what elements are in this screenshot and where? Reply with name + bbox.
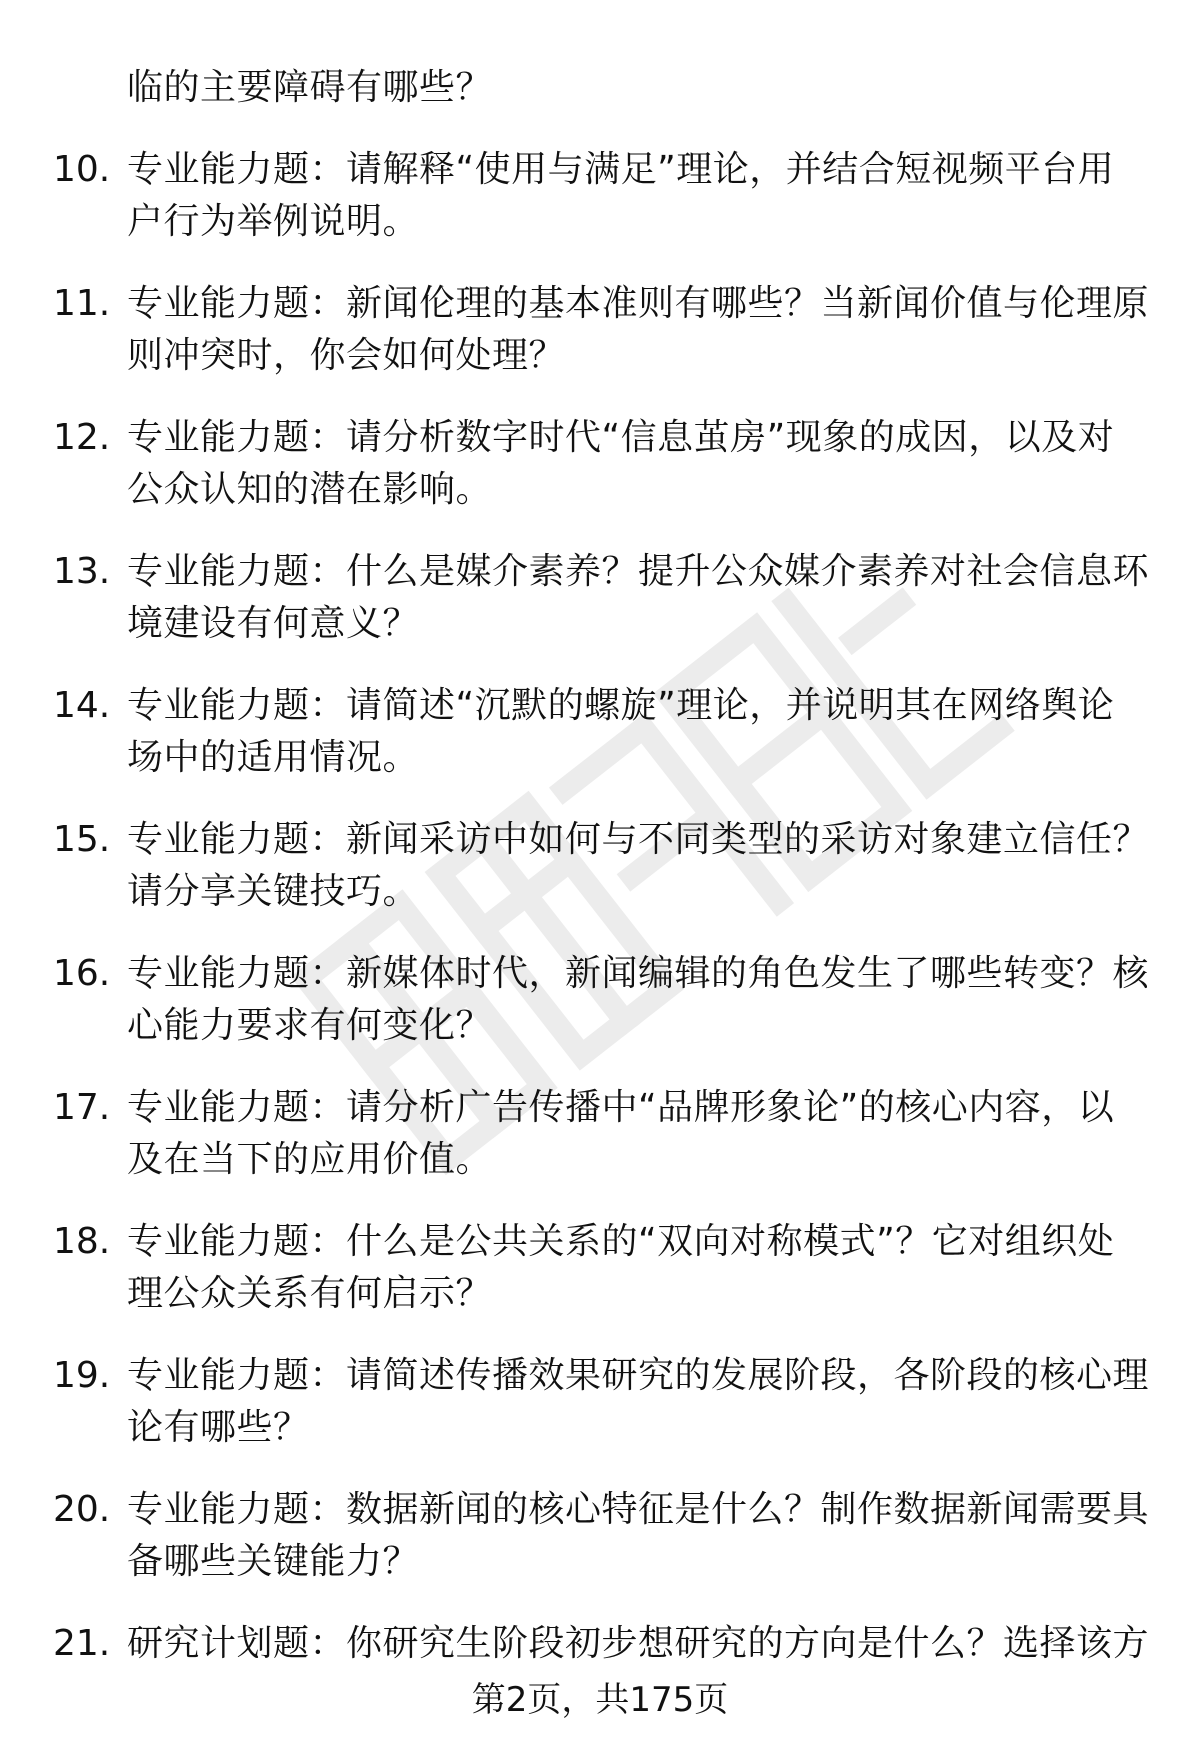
question-text-line: 专业能力题：什么是公共关系的“双向对称模式”？它对组织处 xyxy=(127,1221,1115,1262)
question-text-line: 论有哪些？ xyxy=(127,1407,310,1448)
question-text-line: 及在当下的应用价值。 xyxy=(127,1139,493,1180)
question-item xyxy=(53,948,1200,1052)
question-text-line: 备哪些关键能力？ xyxy=(127,1541,420,1582)
question-item xyxy=(53,144,1200,248)
question-number: 17. xyxy=(53,1087,111,1128)
question-text-line: 心能力要求有何变化？ xyxy=(127,1005,493,1046)
question-number: 12. xyxy=(53,417,111,458)
question-text-line: 专业能力题：新媒体时代，新闻编辑的角色发生了哪些转变？核 xyxy=(127,953,1150,994)
question-number: 14. xyxy=(53,685,111,726)
page-footer: 第2页，共175页 xyxy=(471,1680,729,1720)
question-text-line: 研究计划题：你研究生阶段初步想研究的方向是什么？选择该方 xyxy=(127,1623,1150,1664)
question-text-line: 专业能力题：新闻采访中如何与不同类型的采访对象建立信任？ xyxy=(127,819,1150,860)
question-text-line: 专业能力题：什么是媒介素养？提升公众媒介素养对社会信息环 xyxy=(127,551,1150,592)
question-text-line: 户行为举例说明。 xyxy=(127,201,420,242)
question-text-line: 专业能力题：数据新闻的核心特征是什么？制作数据新闻需要具 xyxy=(127,1489,1150,1530)
question-number: 16. xyxy=(53,953,111,994)
question-item xyxy=(53,1484,1200,1588)
question-number: 11. xyxy=(53,283,111,324)
question-item xyxy=(127,62,1200,114)
question-text-line: 专业能力题：请分析广告传播中“品牌形象论”的核心内容，以 xyxy=(127,1087,1115,1128)
question-item xyxy=(53,814,1200,918)
question-number: 21. xyxy=(53,1623,111,1664)
question-item xyxy=(53,1082,1200,1186)
question-item xyxy=(53,680,1200,784)
question-text-line: 则冲突时，你会如何处理？ xyxy=(127,335,566,376)
question-text-line: 境建设有何意义？ xyxy=(127,603,420,644)
question-item xyxy=(53,278,1200,382)
question-item xyxy=(53,1216,1200,1320)
question-number: 19. xyxy=(53,1355,111,1396)
question-number: 20. xyxy=(53,1489,111,1530)
question-text-line: 请分享关键技巧。 xyxy=(127,871,420,912)
question-text-line: 专业能力题：请简述传播效果研究的发展阶段，各阶段的核心理 xyxy=(127,1355,1150,1396)
question-item xyxy=(53,412,1200,516)
question-number: 15. xyxy=(53,819,111,860)
question-text-line: 场中的适用情况。 xyxy=(127,737,420,778)
question-text-line: 专业能力题：新闻伦理的基本准则有哪些？当新闻价值与伦理原 xyxy=(127,283,1150,324)
question-item xyxy=(53,1350,1200,1454)
question-item xyxy=(53,1618,1200,1670)
question-number: 13. xyxy=(53,551,111,592)
question-text-line: 专业能力题：请分析数字时代“信息茧房”现象的成因，以及对 xyxy=(127,417,1115,458)
question-text-line: 专业能力题：请简述“沉默的螺旋”理论，并说明其在网络舆论 xyxy=(127,685,1115,726)
question-text-line: 临的主要障碍有哪些？ xyxy=(127,67,493,108)
question-text-line: 专业能力题：请解释“使用与满足”理论，并结合短视频平台用 xyxy=(127,149,1115,190)
question-text-line: 公众认知的潜在影响。 xyxy=(127,469,493,510)
question-text-line: 理公众关系有何启示？ xyxy=(127,1273,493,1314)
question-item xyxy=(53,546,1200,650)
question-number: 18. xyxy=(53,1221,111,1262)
question-number: 10. xyxy=(53,149,111,190)
